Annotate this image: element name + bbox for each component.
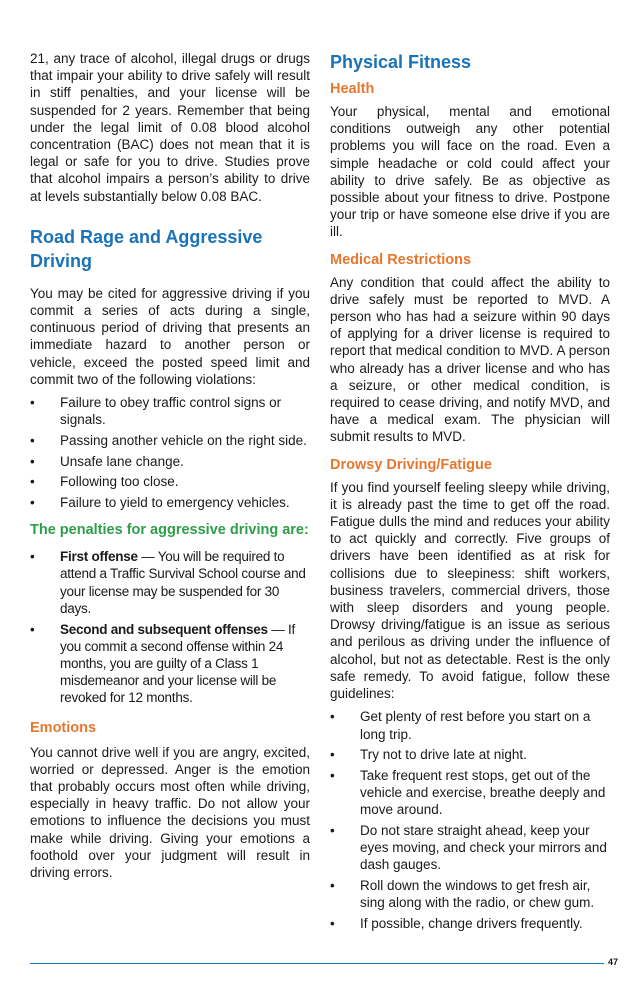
bullet-icon: • bbox=[30, 453, 35, 469]
penalties-heading: The penalties for aggressive driving are: bbox=[30, 522, 309, 539]
bullet-icon: • bbox=[30, 395, 35, 411]
list-item: • Failure to yield to emergency vehicles. bbox=[30, 495, 290, 511]
physical-fitness-heading: Physical Fitness bbox=[330, 52, 472, 72]
emotions-heading: Emotions bbox=[30, 719, 97, 736]
list-item bbox=[30, 621, 310, 707]
list-item: • Get plenty of rest before you start on a long trip. bbox=[330, 709, 591, 742]
list-item: • Following too close. bbox=[30, 474, 179, 490]
page-number: 47 bbox=[608, 957, 619, 967]
list-item: • Take frequent rest stops, get out of the vehicle and exercise, breathe deeply and move around. bbox=[330, 767, 606, 818]
medical-restrictions-heading: Medical Restrictions bbox=[330, 251, 472, 268]
fatigue-guidelines-list bbox=[330, 708, 610, 932]
penalty-label: Second and subsequent offenses bbox=[60, 621, 268, 637]
list-item: • If possible, change drivers frequently. bbox=[330, 916, 583, 932]
penalty-text: — If you commit a second offense within 24 months, you are guilty of a Class 1 misdemeanor and your license will be revoked for 12 months. bbox=[60, 621, 296, 706]
emotions-paragraph: You cannot drive well if you are angry, excited, worried or depressed. Anger is the emotion that probably occurs most often while driving, especially in heavy traffic. Do not allow your emotions to influence the decisions you must make while driving. Giving your emotions a foothold over your judgment will result in driving errors. bbox=[30, 744, 310, 881]
penalty-text: — You will be required to attend a Traffic Survival School course and your license may be suspended for 30 days. bbox=[60, 549, 306, 616]
list-item: • Try not to drive late at night. bbox=[330, 747, 527, 763]
bullet-icon: • bbox=[30, 621, 35, 637]
bullet-icon: • bbox=[30, 549, 35, 565]
bullet-icon: • bbox=[30, 495, 35, 511]
health-paragraph: Your physical, mental and emotional conditions outweigh any other potential problems you will face on the road. Even a simple headache or cold could affect your ability to drive safely. Be as objective as possible about your fitness to drive. Postpone your trip or have someone else drive if you are ill. bbox=[330, 104, 610, 240]
bullet-icon: • bbox=[330, 823, 335, 839]
bullet-icon: • bbox=[330, 747, 335, 763]
right-column bbox=[330, 50, 610, 936]
road-rage-heading: Road Rage and Aggressive Driving bbox=[30, 226, 263, 271]
drowsy-paragraph: If you find yourself feeling sleepy while driving, it is already past the time to get off the road. Fatigue dulls the mind and reduces your ability to act quickly and correctly. Five groups of drivers have been identified as at risk for collisions due to sleepiness: shift workers, business travelers, commercial drivers, those with sleep disorders and young people. Drowsy driving/fatigue is an issue as serious and perilous as driving under the influence of alcohol, but not as detectable. Rest is the only safe remedy. To avoid fatigue, follow these guidelines: bbox=[330, 479, 610, 702]
bullet-icon: • bbox=[330, 709, 335, 725]
penalty-label: First offense bbox=[60, 549, 138, 565]
health-heading: Health bbox=[330, 81, 375, 97]
list-item bbox=[30, 548, 310, 617]
bullet-icon: • bbox=[330, 767, 335, 783]
violations-list bbox=[30, 394, 310, 511]
bullet-icon: • bbox=[330, 916, 335, 932]
list-item: • Do not stare straight ahead, keep your eyes moving, and check your mirrors and dash gauges. bbox=[330, 823, 607, 873]
road-rage-paragraph: You may be cited for aggressive driving if you commit a series of acts during a single, continuous period of driving that presents an immediate hazard to another person or vehicle, exceed the posted speed limit and commit two of the following violations: bbox=[30, 285, 310, 387]
list-item: • Roll down the windows to get fresh air, sing along with the radio, or chew gum. bbox=[330, 878, 595, 911]
list-item: • Failure to obey traffic control signs or signals. bbox=[30, 395, 282, 428]
drowsy-driving-heading: Drowsy Driving/Fatigue bbox=[330, 456, 492, 473]
medical-paragraph: Any condition that could affect the ability to drive safely must be reported to MVD. A person who has had a seizure within 90 days of applying for a driver license is required to report that medical condition to MVD. A person who already has a driver license and who has a seizure, or other medical condition, is required to cease driving, and notify MVD, and have a medical exam. The physician will submit results to MVD. bbox=[330, 274, 610, 445]
list-item: • Passing another vehicle on the right side. bbox=[30, 432, 307, 448]
left-column bbox=[30, 50, 310, 881]
alcohol-paragraph: 21, any trace of alcohol, illegal drugs or drugs that impair your ability to drive safely will result in stiff penalties, and your license will be suspended for 2 years. Remember that being under the legal limit of 0.08 blood alcohol concentration (BAC) does not mean that it is legal or safe for you to drive. Studies prove that alcohol impairs a person’s ability to drive at levels substantially below 0.08 BAC. bbox=[30, 51, 310, 204]
bullet-icon: • bbox=[30, 432, 35, 448]
footer-divider bbox=[30, 963, 604, 964]
bullet-icon: • bbox=[30, 474, 35, 490]
list-item: • Unsafe lane change. bbox=[30, 453, 184, 469]
bullet-icon: • bbox=[330, 878, 335, 894]
penalties-list bbox=[30, 548, 310, 706]
